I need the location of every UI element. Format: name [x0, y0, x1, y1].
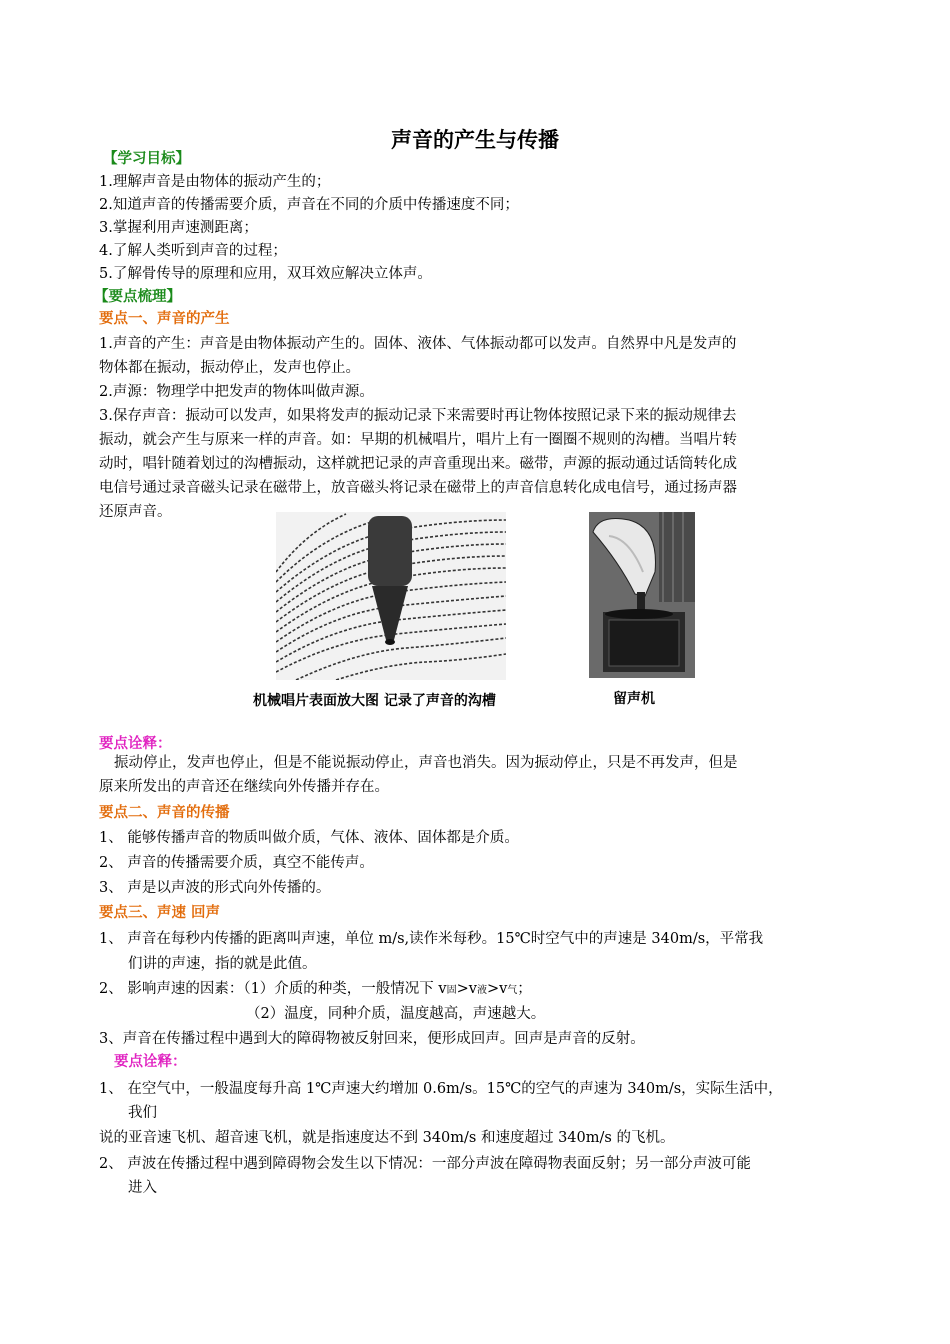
figure-caption-record: 机械唱片表面放大图 记录了声音的沟槽	[253, 693, 496, 709]
point1-heading: 要点一、声音的产生	[99, 311, 230, 327]
note2-heading: 要点诠释：	[114, 1054, 187, 1070]
record-groove-image	[276, 512, 506, 680]
subscript-gas: 气	[507, 985, 518, 996]
greater-than: >v	[486, 981, 508, 997]
figure-caption-gramophone: 留声机	[613, 691, 655, 707]
note1-line: 原来所发出的声音还在继续向外传播并存在。	[99, 779, 389, 795]
point2-heading: 要点二、声音的传播	[99, 805, 230, 821]
point1-line: 3.保存声音：振动可以发声，如果将发声的振动记录下来需要时再让物体按照记录下来的振动规律去	[99, 408, 737, 424]
point2-line: 1、 能够传播声音的物质叫做介质，气体、液体、固体都是介质。	[99, 830, 519, 846]
point2-line: 2、 声音的传播需要介质，真空不能传声。	[99, 855, 374, 871]
point2-line: 3、 声是以声波的形式向外传播的。	[99, 880, 331, 896]
objective-item: 4.了解人类听到声音的过程；	[99, 243, 287, 259]
greater-than: >v	[456, 981, 477, 997]
point1-line: 2.声源：物理学中把发声的物体叫做声源。	[99, 384, 374, 400]
point1-line: 电信号通过录音磁头记录在磁带上，放音磁头将记录在磁带上的声音信息转化成电信号，通过扬声器	[99, 480, 737, 496]
objective-item: 5.了解骨传导的原理和应用，双耳效应解决立体声。	[99, 266, 432, 282]
point3-line: 1、 声音在每秒内传播的距离叫声速，单位 m/s,读作米每秒。15℃时空气中的声速是 340m/s，平常我	[99, 931, 764, 947]
note1-heading: 要点诠释：	[99, 736, 172, 752]
line2-end: ；	[517, 981, 532, 997]
objective-item: 1.理解声音是由物体的振动产生的；	[99, 174, 331, 190]
point3-line: 们讲的声速，指的就是此值。	[128, 956, 317, 972]
point3-line2-prefix: 2、 影响声速的因素：（1）介质的种类，一般情况下 v	[99, 981, 447, 997]
objective-item: 2.知道声音的传播需要介质，声音在不同的介质中传播速度不同；	[99, 197, 519, 213]
objectives-heading: 【学习目标】	[103, 151, 190, 167]
subscript-liquid: 液	[476, 985, 487, 996]
note2-line: 我们	[128, 1105, 157, 1121]
point1-line: 动时，唱针随着划过的沟槽振动，这样就把记录的声音重现出来。磁带，声源的振动通过话筒转化成	[99, 456, 737, 472]
point1-line: 还原声音。	[99, 504, 172, 520]
points-heading: 【要点梳理】	[94, 289, 181, 305]
point3-heading: 要点三、声速 回声	[99, 905, 221, 921]
page-title: 声音的产生与传播	[391, 128, 559, 152]
point1-line: 振动，就会产生与原来一样的声音。如：早期的机械唱片，唱片上有一圈圈不规则的沟槽。当唱片转	[99, 432, 737, 448]
point3-factor-line	[99, 977, 854, 1003]
objective-item: 3.掌握利用声速测距离；	[99, 220, 258, 236]
point3-line: （2）温度，同种介质，温度越高，声速越大。	[246, 1006, 546, 1022]
subscript-solid: 固	[446, 985, 457, 996]
gramophone-image	[589, 512, 695, 678]
note2-line: 说的亚音速飞机、超音速飞机，就是指速度达不到 340m/s 和速度超过 340m/s 的飞机。	[99, 1130, 675, 1146]
point3-line: 3、声音在传播过程中遇到大的障碍物被反射回来，便形成回声。回声是声音的反射。	[99, 1031, 645, 1047]
point1-line: 物体都在振动，振动停止，发声也停止。	[99, 360, 360, 376]
point1-line: 1.声音的产生：声音是由物体振动产生的。固体、液体、气体振动都可以发声。自然界中凡是发声的	[99, 336, 737, 352]
note2-line: 2、 声波在传播过程中遇到障碍物会发生以下情况：一部分声波在障碍物表面反射；另一部分声波可能	[99, 1156, 751, 1172]
note2-line: 1、 在空气中，一般温度每升高 1℃声速大约增加 0.6m/s。15℃的空气的声速为 340m/s，实际生活中，	[99, 1081, 783, 1097]
note1-line: 振动停止，发声也停止，但是不能说振动停止，声音也消失。因为振动停止，只是不再发声，但是	[114, 755, 738, 771]
note2-line: 进入	[128, 1180, 157, 1196]
